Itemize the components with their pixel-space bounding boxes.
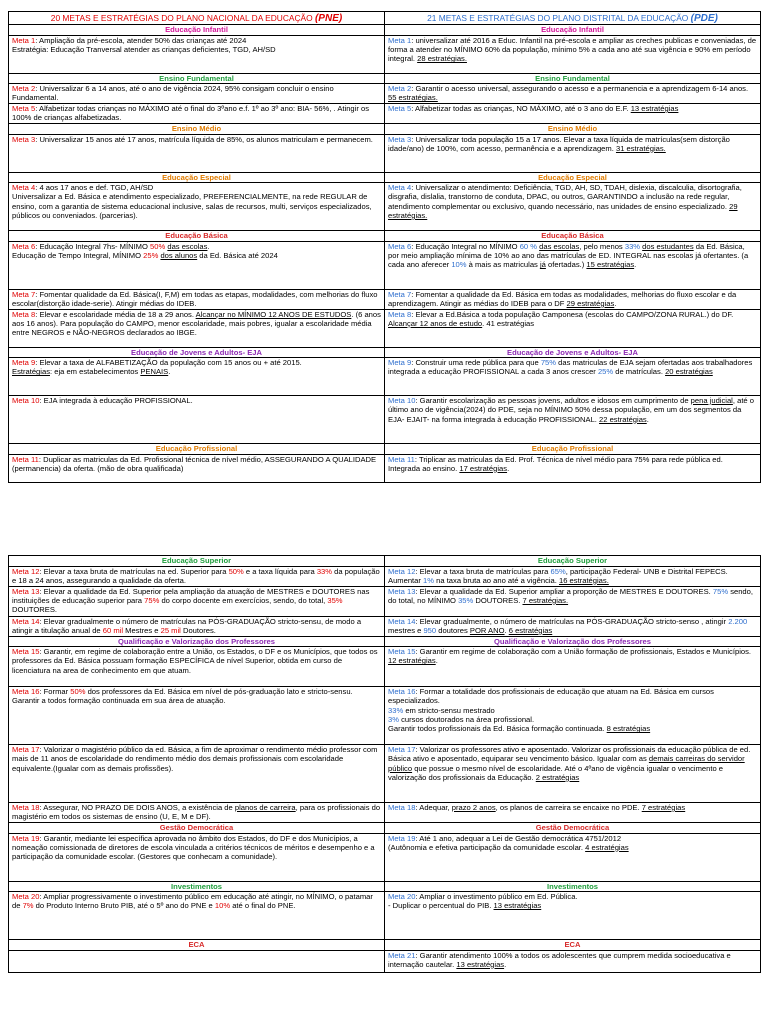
pne-meta-19 [9, 833, 385, 881]
meta-text: . [168, 367, 171, 377]
meta-line [388, 687, 757, 706]
meta-text: : Elevar a taxa bruta de matrículas na ed. Superior para [39, 566, 229, 576]
table-pne-pde-2 [8, 555, 761, 973]
meta-text: DOUTORES. [473, 595, 523, 605]
pde-meta-6 [385, 241, 761, 289]
pne-meta-13 [9, 586, 385, 616]
meta-text: até o final do PNE. [230, 901, 296, 911]
meta-text: . Educação de Tempo Integral, MÍNIMO [12, 241, 210, 260]
section-row-infantil [9, 25, 761, 36]
table-row-meta-1 [9, 35, 761, 73]
meta-text: : Alfabetizar todas crianças no MÁXIMO até o final do 3ºano e.f. 1º ao 3º ano: BIA- 56%, . Atingir os 100% de crianças alfabetizadas. [12, 104, 369, 123]
strategy-count: 13 estratégias [456, 959, 505, 969]
table-row-meta-10 [9, 396, 761, 444]
meta-label: Meta 10 [388, 396, 416, 405]
percent-value: 33% [316, 566, 333, 576]
percent-value: 3% [388, 714, 399, 724]
section-row-fundamental [9, 73, 761, 84]
meta-text: . [435, 656, 438, 666]
section-title-left: Qualificação e Valorização dos Professores [9, 636, 385, 647]
meta-text: : Universalizar o atendimento: Deficiência, TGD, AH, SD, TDAH, dislexia, discalculia, disortografia, disgrafia, dislalia, transtorno de conduta, DPAC, ou outros, GARANTINDO a inclusão na rede regular, atendimento complementar ou exclusivo, quando necessário, nas unidades de ensino especializado. [388, 183, 742, 211]
strategy-count: 17 estratégias [459, 463, 508, 473]
percent-value: 75% [144, 595, 160, 605]
pde-meta-2 [385, 84, 761, 104]
meta-text-underlined: PENAIS [140, 367, 169, 377]
table-row-meta-8 [9, 309, 761, 347]
pne-meta-1 [9, 35, 385, 73]
meta-label: Meta 18 [12, 803, 40, 812]
meta-label: Meta 19 [388, 833, 416, 843]
table-row-meta-6 [9, 241, 761, 289]
pde-meta-16 [385, 687, 761, 745]
percent-value: 10% [214, 901, 231, 911]
meta-text: : EJA integrada à educação PROFISSIONAL. [39, 396, 193, 405]
table-row-meta-3 [9, 134, 761, 172]
pne-meta-17 [9, 745, 385, 803]
meta-text-underlined: Alcançar no MÍNIMO 12 ANOS DE ESTUDOS [195, 309, 352, 319]
percent-value: 25% [143, 250, 159, 260]
meta-text: : Garantir escolarização as pessoas jovens, adultos e idosos em cumprimento de [415, 396, 691, 405]
meta-text: : 4 aos 17 anos e def. TGD, AH/SD Universalizar a Ed. Básica e atendimento especializado, PREFERENCIALMENTE, na rede REGULAR de ensino, com a garantia de sistema educacional inclusive, salas de recursos, multi, serviços especializados, públicos ou conveniados. (parcerias). [12, 183, 372, 220]
pne-meta-18 [9, 803, 385, 823]
meta-text: de matrículas. [613, 367, 666, 377]
percent-value: 50% [228, 566, 244, 576]
meta-text: dos professores da Ed. Básica em nível de pós-graduação lato e stricto-sensu. Garantir a todos formação continuada em sua área de atuação. [12, 687, 353, 706]
strategy-count: 7 estratégias. [522, 595, 569, 605]
table-row-meta-14 [9, 616, 761, 636]
meta-label: Meta 4 [12, 183, 36, 192]
section-title-left: Gestão Democrática [9, 823, 385, 834]
pne-meta-16 [9, 687, 385, 745]
pde-meta-7 [385, 289, 761, 309]
meta-text: : Até 1 ano, adequar a Lei de Gestão democrática 4751/2012 (Autônomia e efetiva participação da comunidade escolar. [388, 833, 622, 852]
section-row-basica [9, 231, 761, 242]
table-row-meta-12 [9, 566, 761, 586]
section-title-right: Educação Infantil [385, 25, 761, 36]
section-row-eca [9, 940, 761, 951]
meta-label: Meta 12 [12, 566, 40, 576]
meta-text: : Universalizar toda população 15 a 17 anos. Elevar a taxa líquida de matrículas(sem distorção idade/ano) de 100%, com acesso, permanência e a aprendizagem. [388, 134, 730, 153]
header-pde-acronym: (PDE) [690, 13, 718, 24]
section-row-gestao [9, 823, 761, 834]
table-row-meta-13 [9, 586, 761, 616]
meta-text-underlined: planos de carreira [234, 803, 296, 812]
meta-text: da população e 18 a 24 anos, assegurando a qualidade da oferta. [12, 566, 380, 585]
meta-text: : Educação Integral 7hs- MÍNIMO [35, 241, 151, 251]
meta-label: Meta 17 [388, 745, 416, 754]
strategy-count: 2 estratégias [535, 772, 580, 782]
meta-text: : Fomentar a qualidade da Ed. Básica em todas as modalidades, melhorias do fluxo escolar e da aprendizagem. Atingir as médias do IDEB para o DF [388, 289, 737, 308]
meta-text-underlined: pena judicial [690, 396, 733, 405]
meta-label: Meta 13 [12, 586, 40, 596]
section-title-left: Educação Básica [9, 231, 385, 242]
meta-label: Meta 7 [388, 289, 412, 299]
pde-meta-20 [385, 892, 761, 940]
percent-value: 75% [540, 358, 557, 367]
meta-text: : Elevar gradualmente o número de matrículas na PÓS-GRADUAÇÃO stricto-sensu, de modo a atingir a titulação anual de [12, 616, 362, 635]
meta-text-underlined: dos estudantes [642, 241, 694, 251]
percent-value: 65% [550, 566, 566, 576]
pde-meta-1 [385, 35, 761, 73]
meta-line [388, 715, 757, 724]
section-title-right: Investimentos [385, 881, 761, 892]
meta-label: Meta 3 [12, 134, 36, 144]
pde-meta-19 [385, 833, 761, 881]
meta-text: : Universalizar 15 anos até 17 anos, matrícula líquida de 85%, os alunos matriculam e permanecem. [35, 134, 373, 144]
meta-text: : Garantir em regime de colaboração com a União formação de profissionais, Estados e Municípios. [415, 647, 752, 656]
pne-meta-12 [9, 566, 385, 586]
meta-label: Meta 2 [388, 84, 412, 93]
strategy-count: 31 estratégias. [615, 143, 666, 153]
meta-text-underlined: demais carreiras do servidor público [388, 754, 745, 773]
strategy-count: 20 estratégias [665, 367, 713, 377]
meta-label: Meta 15 [388, 647, 416, 656]
meta-text: da Ed. Básica até 2024 [197, 250, 278, 260]
meta-label: Meta 2 [12, 84, 36, 93]
meta-text: : Construir uma rede pública para que [411, 358, 541, 367]
meta-text-underlined: Estratégias [12, 367, 50, 377]
percent-value: 33% [624, 241, 641, 251]
meta-text: , os planos de carreira se encaixe no PDE. [495, 803, 642, 812]
meta-line [388, 706, 757, 715]
meta-label: Meta 8 [12, 309, 36, 319]
meta-label: Meta 14 [388, 616, 416, 626]
meta-text: . [507, 463, 510, 473]
meta-text: : Assegurar, NO PRAZO DE DOIS ANOS, a existência de [39, 803, 235, 812]
meta-text: Mestres e [123, 625, 161, 635]
meta-text: : Ampliar progressivamente o investimento público em educação até atingir, no MÍNIMO, o patamar de [12, 892, 373, 911]
section-title-left: Educação Especial [9, 172, 385, 183]
pde-meta-12 [385, 566, 761, 586]
pne-meta-10 [9, 396, 385, 444]
meta-text-underlined: das escolas [167, 241, 208, 251]
meta-text: : Universalizar 6 a 14 anos, até o ano de vigência 2024, 95% consigam concluir o ensino Fundamental. [12, 84, 334, 103]
meta-text: Doutores. [180, 625, 216, 635]
meta-label: Meta 14 [12, 616, 40, 626]
percent-value: 25% [597, 367, 614, 377]
meta-text: : Elevar a qualidade da Ed. Superior pela ampliação da atuação de MESTRES e DOUTORES nas instituições de educação superior para [12, 586, 370, 605]
section-title-left: Educação Infantil [9, 25, 385, 36]
section-row-eja [9, 347, 761, 358]
pde-meta-5 [385, 104, 761, 124]
section-title-right: Educação Superior [385, 556, 761, 567]
meta-text: , até o último ano de vigência(2024) do PDE, seja no MÍNIMO 50% dessa população, em um dos segmentos da EJA- EJAIT- na forma integrada à educação PROFISSIONAL. [388, 396, 754, 424]
quantity-value: 950 [423, 625, 437, 635]
section-title-right: Educação Básica [385, 231, 761, 242]
percent-value: 60 % [519, 241, 538, 251]
pde-meta-4 [385, 183, 761, 231]
header-pde [385, 12, 761, 25]
strategy-count: 12 estratégias [388, 656, 436, 666]
section-title-right: Ensino Médio [385, 124, 761, 135]
pne-meta-8 [9, 309, 385, 347]
meta-text: : Triplicar as matriculas da Ed. Prof. Técnica de nível médio para 75% para rede pública ed. Integrada ao ensino. [388, 454, 723, 473]
pne-meta-5 [9, 104, 385, 124]
meta-text: : Fomentar qualidade da Ed. Básica(I, F,M) em todas as etapas, modalidades, com melhorias do fluxo escolar(distorção idade-serie). Atingir médias do IDEB. [12, 289, 378, 308]
pne-meta-11 [9, 454, 385, 482]
table-row-meta-21 [9, 950, 761, 972]
meta-label: Meta 11 [12, 454, 39, 464]
meta-text: : Elevar a Ed.Básica a toda população Camponesa (escolas do CAMPO/ZONA RURAL.) do DF. [411, 309, 734, 319]
strategy-count: 22 estratégias [599, 414, 647, 424]
meta-text: do Produto Interno Bruto PIB, até o 5º ano do PNE e [33, 901, 215, 911]
meta-text: das matriculas de EJA sejam ofertadas aos trabalhadores integrada a educação PROFISSIONAL a cada 3 anos crescer [388, 358, 753, 377]
table-header-row [9, 12, 761, 25]
pde-meta-10 [385, 396, 761, 444]
section-title-right: ECA [385, 940, 761, 951]
pde-meta-17 [385, 745, 761, 803]
table-row-meta-15 [9, 647, 761, 687]
pne-meta-14 [9, 616, 385, 636]
meta-text: : Valorizar os professores ativo e aposentado. Valorizar os profissionais da educação pública de ed. Básica ativo e aposentado, equiparar seu vencimento básico. Igualar com as [388, 745, 751, 764]
meta-text: . 41 estratégias [482, 318, 535, 328]
meta-text: : Valorizar o magistério público da ed. Básica, a fim de aproximar o rendimento médio professor com mais de 11 anos de escolaridade do rendimento médio dos demais profissionais com escolaridade equivalente.(Igualar com as demais profissões). [12, 745, 378, 773]
strategy-count: 29 estratégias. [388, 201, 738, 220]
section-title-right: Educação Profissional [385, 444, 761, 455]
meta-text: DOUTORES. [12, 605, 58, 615]
percent-value: 1% [423, 575, 435, 585]
meta-label: Meta 1 [388, 35, 412, 45]
meta-label: Meta 6 [388, 241, 412, 251]
pde-meta-15 [385, 647, 761, 687]
meta-text-underlined: dos alunos [160, 250, 198, 260]
meta-label: Meta 13 [388, 586, 416, 596]
pde-meta-14 [385, 616, 761, 636]
section-title-right: Educação Especial [385, 172, 761, 183]
pne-meta-3 [9, 134, 385, 172]
pde-meta-8 [385, 309, 761, 347]
meta-label: Meta 15 [12, 647, 40, 656]
meta-text: Garantir todos profissionais da Ed. Básica formação continuada. [388, 724, 607, 734]
meta-label: Meta 19 [12, 833, 40, 843]
table-row-meta-11 [9, 454, 761, 482]
meta-label: Meta 8 [388, 309, 412, 319]
section-row-profissional [9, 444, 761, 455]
section-title-left: ECA [9, 940, 385, 951]
meta-text: cursos doutorados na área profissional. [398, 714, 535, 724]
section-title-left: Educação de Jovens e Adultos- EJA [9, 347, 385, 358]
table-row-meta-17 [9, 745, 761, 803]
percent-value: 50% [70, 687, 86, 696]
quantity-value: 60 mil [102, 625, 124, 635]
table-row-meta-20 [9, 892, 761, 940]
section-title-left: Educação Profissional [9, 444, 385, 455]
meta-text-underlined: prazo 2 anos [451, 803, 496, 812]
meta-label: Meta 12 [388, 566, 416, 576]
strategy-count: 15 estratégias [586, 260, 635, 270]
meta-text: , pelo menos [579, 241, 625, 251]
percent-value: 10% [451, 260, 467, 270]
meta-text: : Formar [39, 687, 71, 696]
meta-text: , para os profissionais do magistério em todos os sistemas de ensino (U, E, M e DF). [12, 803, 381, 822]
meta-label: Meta 11 [388, 454, 415, 464]
meta-text: . [634, 260, 637, 270]
header-pne-text: 20 METAS E ESTRATÉGIAS DO PLANO NACIONAL DA EDUCAÇÃO [50, 13, 315, 23]
table-pne-pde-1 [8, 11, 761, 483]
table-row-meta-19 [9, 833, 761, 881]
table-row-meta-2 [9, 84, 761, 104]
header-pne [9, 12, 385, 25]
pde-meta-21 [385, 950, 761, 972]
table-row-meta-4 [9, 183, 761, 231]
meta-text-underlined: das escolas [539, 241, 580, 251]
meta-text: do corpo docente em exercícios, sendo, do total, [159, 595, 328, 605]
meta-text: : universalizar até 2016 a Educ. Infantil na pré-escola e ampliar as creches publicas e conveniadas, de forma a atender no MÍNIMO 60% da população, mínimo 5% a cada ano até sua vigência e 90% em período integral. [388, 35, 757, 64]
percent-value: 50% [150, 241, 166, 251]
meta-label: Meta 6 [12, 241, 36, 251]
section-row-investimentos [9, 881, 761, 892]
strategy-count: 13 estratégias [630, 104, 679, 113]
meta-text: mestres e [388, 625, 424, 635]
meta-label: Meta 16 [12, 687, 40, 696]
meta-label: Meta 20 [388, 892, 416, 901]
meta-label: Meta 1 [12, 35, 36, 45]
meta-text: : Elevar a taxa bruta de matrículas para [415, 566, 551, 576]
meta-text: da Ed. Básica, por meio ampliação mínima de 10% ao ano das matrículas de ED. INTEGRAL nas escolas já ofertantes. (a cada ano aferecer [388, 241, 749, 270]
meta-label: Meta 21 [388, 950, 416, 960]
table-row-meta-7 [9, 289, 761, 309]
quantity-value: 25 mil [160, 625, 181, 635]
meta-text: : Garantir, mediante lei específica aprovada no âmbito dos Estados, do DF e dos Municípios, a nomeação comissionada de diretores de escola vinculada a critérios técnicos de méritos e desempenho e a participação da comunidade escolar. (Gestores que conhecam a comunidade). [12, 833, 375, 862]
pne-meta-7 [9, 289, 385, 309]
meta-text: : Elevar a taxa de ALFABETIZAÇÃO da população com 15 anos ou + até 2015. [35, 358, 302, 367]
table-row-meta-9 [9, 358, 761, 396]
table-row-meta-5 [9, 104, 761, 124]
section-title-right: Qualificação e Valorização dos Professores [385, 636, 761, 647]
meta-text: : Alfabetizar todas as crianças, NO MÁXIMO, até o 3 ano do E.F. [411, 104, 631, 113]
meta-text: : Formar a totalidade dos profissionais de educação que atuam na Ed. Básica em cursos especializados. [388, 687, 714, 706]
strategy-count: 29 estratégias [566, 298, 615, 308]
meta-text: , participação Federal- UNB e Distrital FEPECS. Aumentar [388, 566, 728, 585]
meta-label: Meta 9 [12, 358, 36, 367]
meta-text: à mais as matriculas [466, 260, 540, 270]
pne-meta-21-empty [9, 950, 385, 972]
pne-meta-15 [9, 647, 385, 687]
meta-text: e a taxa líquida para [243, 566, 317, 576]
meta-text-underlined: já [539, 260, 546, 270]
table-row-meta-16 [9, 687, 761, 745]
meta-label: Meta 9 [388, 358, 412, 367]
section-title-left: Investimentos [9, 881, 385, 892]
percent-value: 7% [22, 901, 34, 911]
meta-text: : Ampliação da pré-escola, atender 50% das crianças até 2024 Estratégia: Educação Tranversal atender as crianças deficientes, TGD, AH/SD [12, 35, 276, 54]
section-title-right: Educação de Jovens e Adultos- EJA [385, 347, 761, 358]
meta-text: : Garantir, em regime de colaboração entre a União, os Estados, o DF e os Municípios, que todos os professores da Ed. Básica possuam formação ESPECÍFICA de nível Superior, obtida em curso de licenciatura na area de conhecimento em que atuam. [12, 647, 378, 675]
pne-meta-4 [9, 183, 385, 231]
strategy-count: 6 estratégias [508, 625, 553, 635]
pne-meta-9 [9, 358, 385, 396]
pne-meta-2 [9, 84, 385, 104]
meta-label: Meta 5 [12, 104, 36, 113]
header-pde-text: 21 METAS E ESTRATÉGIAS DO PLANO DISTRITAL DA EDUCAÇÃO [427, 13, 691, 23]
pne-meta-20 [9, 892, 385, 940]
meta-text: doutores [436, 625, 470, 635]
header-pne-acronym: (PNE) [314, 13, 343, 24]
meta-label: Meta 5 [388, 104, 412, 113]
meta-text: . [504, 959, 507, 969]
meta-text: sendo, do total, no MÍNIMO [388, 586, 753, 605]
meta-text: : Adequar, [415, 803, 452, 812]
quantity-value: 2.200 [728, 616, 748, 626]
table-row-meta-18 [9, 803, 761, 823]
meta-text: em stricto-sensu mestrado [403, 705, 495, 715]
meta-label: Meta 10 [12, 396, 40, 405]
strategy-count: 28 estratégias. [417, 54, 467, 64]
section-title-left: Ensino Fundamental [9, 73, 385, 84]
pde-meta-11 [385, 454, 761, 482]
percent-value: 35% [458, 595, 474, 605]
strategy-count: 13 estratégias [493, 901, 542, 911]
meta-text: : Duplicar as matriculas da Ed. Profissional técnica de nível médio, ASSEGURANDO A QUALIDADE (permanencia) da oferta. (mão de obra qualificada) [12, 454, 377, 473]
meta-text: . [646, 414, 649, 424]
section-title-left: Ensino Médio [9, 124, 385, 135]
meta-text: : Garantir o acesso universal, assegurando o acesso e a permanencia e a aprendizagem 6-14 anos. [411, 84, 749, 93]
percent-value: 75% [712, 586, 729, 596]
strategy-count: 55 estratégias. [388, 93, 438, 103]
meta-label: Meta 17 [12, 745, 40, 754]
meta-text: : Ampliar o investimento público em Ed. Pública. - Duplicar o percentual do PIB. [388, 892, 578, 911]
meta-text-underlined: POR ANO [469, 625, 505, 635]
section-row-especial [9, 172, 761, 183]
percent-value: 33% [388, 705, 404, 715]
pne-meta-6 [9, 241, 385, 289]
meta-label: Meta 4 [388, 183, 412, 192]
section-title-right: Gestão Democrática [385, 823, 761, 834]
strategy-count: 4 estratégias [585, 842, 629, 852]
meta-text: : Educação Integral no MÍNIMO [411, 241, 520, 251]
strategy-count: 8 estratégias [606, 724, 651, 734]
section-title-right: Ensino Fundamental [385, 73, 761, 84]
meta-text: : eja em estabelecimentos [50, 367, 141, 377]
section-title-left: Educação Superior [9, 556, 385, 567]
meta-text: : Elevar a qualidade da Ed. Superior ampliar a proporção de MESTRES E DOUTORES. [415, 586, 713, 596]
meta-text: que possue o mesmo nível de escolaridade. Até o 4ºano de vigência igualar o vencimento e valorização dos profissionais da Educação. [388, 763, 724, 782]
meta-line [388, 724, 757, 733]
section-row-superior [9, 556, 761, 567]
meta-text: . [504, 625, 509, 635]
meta-label: Meta 7 [12, 289, 36, 299]
meta-text: : Elevar e escolaridade média de 18 a 29 anos. [35, 309, 196, 319]
meta-label: Meta 18 [388, 803, 416, 812]
pde-meta-18 [385, 803, 761, 823]
pde-meta-9 [385, 358, 761, 396]
meta-label: Meta 20 [12, 892, 40, 901]
meta-text: na taxa bruta ao ano até a vigência. [434, 575, 559, 585]
section-row-professores [9, 636, 761, 647]
strategy-count: 16 estratégias. [559, 575, 609, 585]
meta-label: Meta 3 [388, 134, 412, 144]
meta-text: . [614, 298, 617, 308]
pde-meta-13 [385, 586, 761, 616]
section-row-medio [9, 124, 761, 135]
meta-text: ofertadas.) [545, 260, 587, 270]
percent-value: 35% [327, 595, 343, 605]
meta-text: . (6 anos aos 16 anos). Para população do CAMPO, menor escolaridade, mais pobres, igualar a escolaridade média entre NEGROS e NÃO-NEGROS declarados ao IBGE. [12, 309, 381, 338]
strategy-count: 7 estratégias [641, 803, 686, 812]
pde-meta-3 [385, 134, 761, 172]
meta-text: : Elevar gradualmente, o número de matrículas na PÓS-GRADUAÇÃO stricto-senso , atingir [415, 616, 729, 626]
meta-label: Meta 16 [388, 687, 416, 696]
meta-text: : Garantir atendimento 100% a todos os adolescentes que cumprem medida socioeducativa e internação cautelar. [388, 950, 731, 969]
meta-text-underlined: Alcançar 12 anos de estudo [388, 318, 483, 328]
